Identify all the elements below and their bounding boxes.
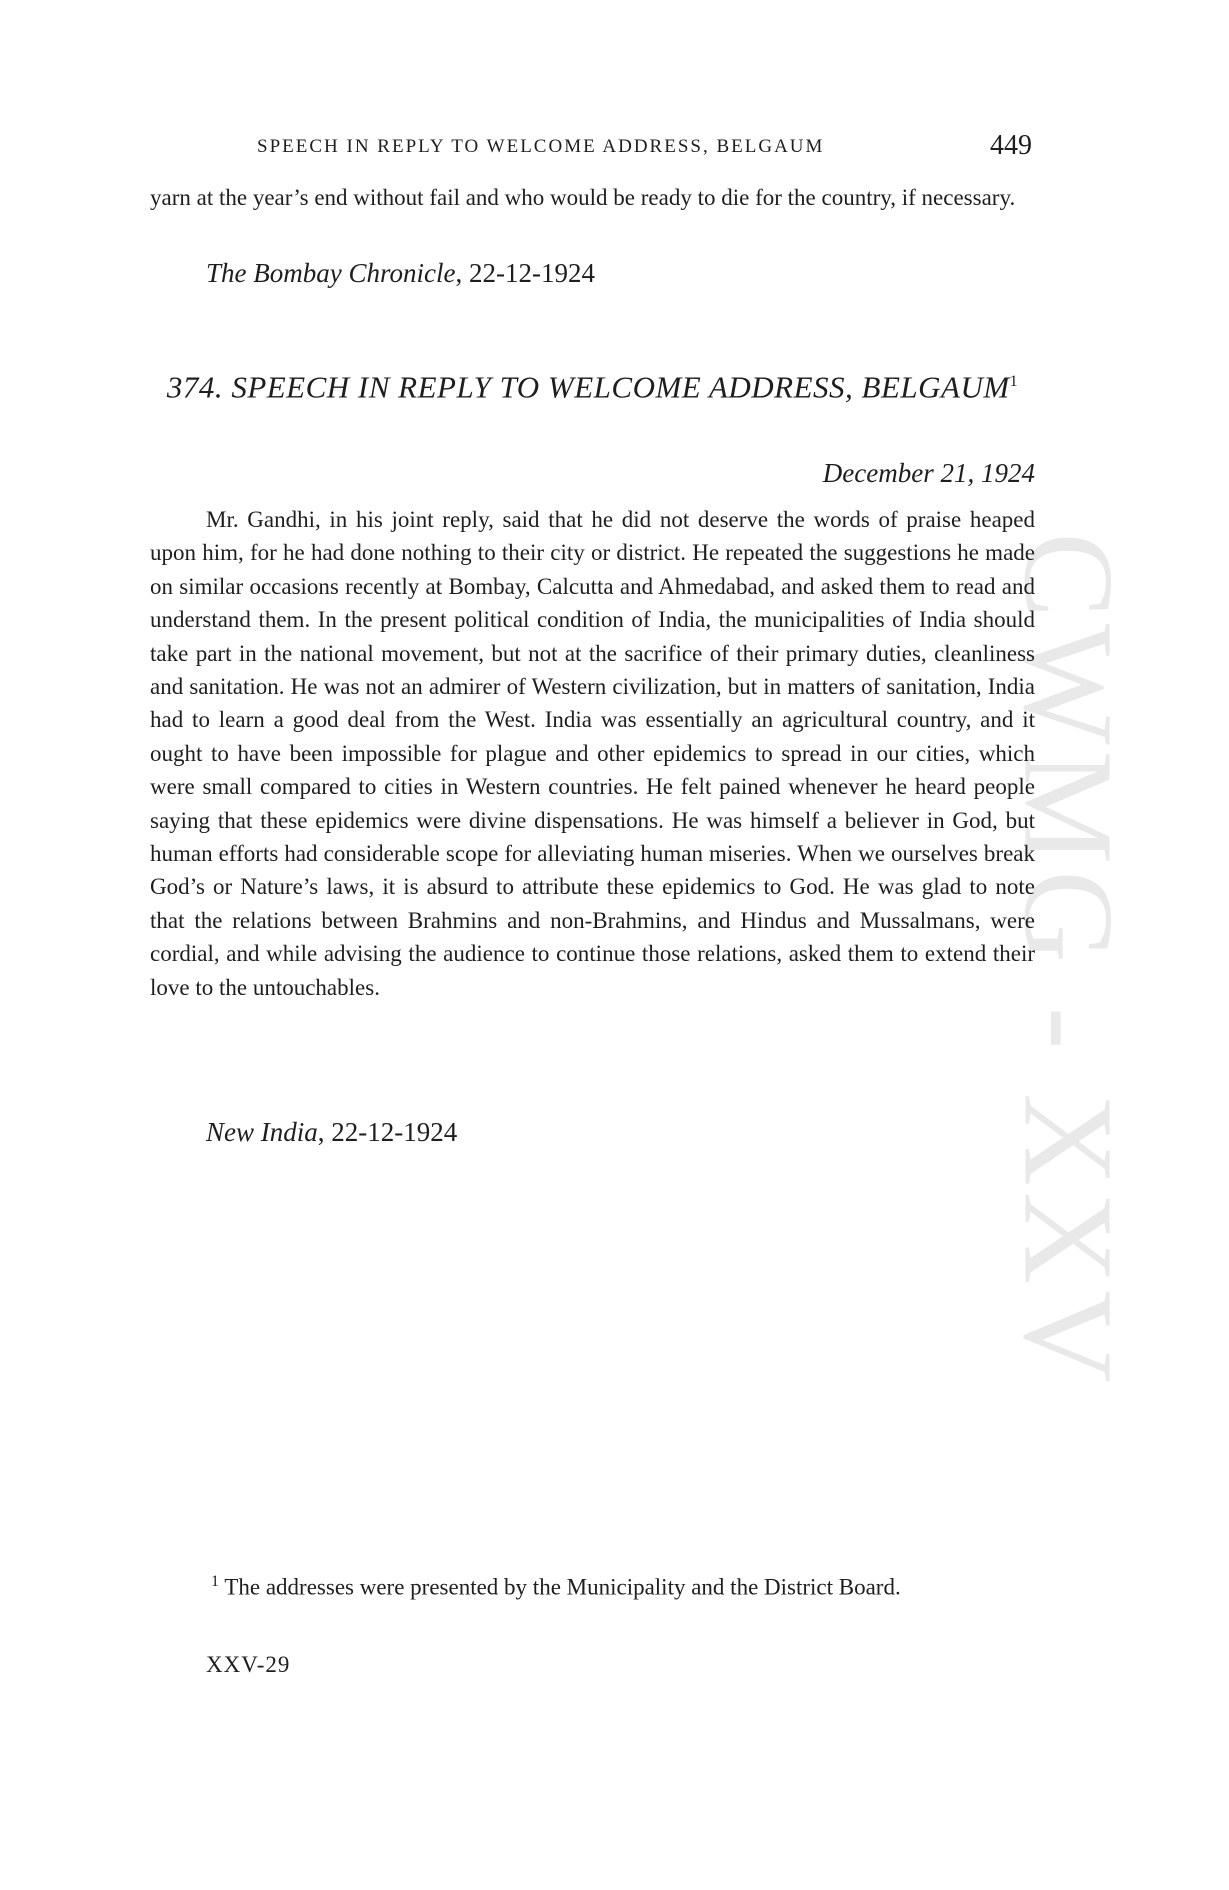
watermark-text: CWMG - XXV xyxy=(997,531,1140,1389)
previous-item-source-publication: The Bombay Chronicle xyxy=(206,258,456,288)
previous-item-source-date: , 22-12-1924 xyxy=(455,258,595,288)
running-head: SPEECH IN REPLY TO WELCOME ADDRESS, BELGAUM xyxy=(257,136,825,157)
article-dateline: December 21, 1924 xyxy=(822,458,1035,488)
article-title xyxy=(150,362,1035,407)
article-source-publication: New India xyxy=(206,1117,318,1147)
previous-item-closing-text: yarn at the year’s end without fail and who would be ready to die for the country, if necessary. xyxy=(150,185,1016,210)
article-source-date: , 22-12-1924 xyxy=(317,1117,458,1147)
footnote-text: The addresses were presented by the Municipality and the District Board. xyxy=(224,1574,901,1600)
previous-item-source xyxy=(206,258,595,289)
page-number: 449 xyxy=(990,130,1032,161)
volume-signature: XXV-29 xyxy=(206,1652,291,1677)
article-source xyxy=(206,1117,457,1148)
article-footnote-ref: 1 xyxy=(1009,373,1019,390)
footnote-marker: 1 xyxy=(211,1573,219,1590)
footnote xyxy=(157,1568,1040,1602)
article-title-text: 374. SPEECH IN REPLY TO WELCOME ADDRESS, BELGAUM xyxy=(166,369,1010,405)
article-body: Mr. Gandhi, in his joint reply, said that he did not deserve the words of praise heaped upon him, for he had done nothing to their city or district. He repeated the suggestions he made on similar occasions recently at Bombay, Calcutta and Ahmedabad, and asked them to read and understand them. In the present political condition of India, the municipalities of India should take part in the national movement, but not at the sacrifice of their primary duties, cleanliness and sanitation. He was not an admirer of Western civilization, but in matters of sanitation, India had to learn a good deal from the West. India was essentially an agricultural country, and it ought to have been impossible for plague and other epidemics to spread in our cities, which were small compared to cities in Western countries. He felt pained whenever he heard people saying that these epidemics were divine dispensations. He was himself a believer in God, but human efforts had considerable scope for alleviating human miseries. When we ourselves break God’s or Nature’s laws, it is absurd to attribute these epidemics to God. He was glad to note that the relations between Brahmins and non-Brahmins, and Hindus and Mussalmans, were cordial, and while advising the audience to continue those relations, asked them to extend their love to the untouchables. xyxy=(150,507,1035,1000)
